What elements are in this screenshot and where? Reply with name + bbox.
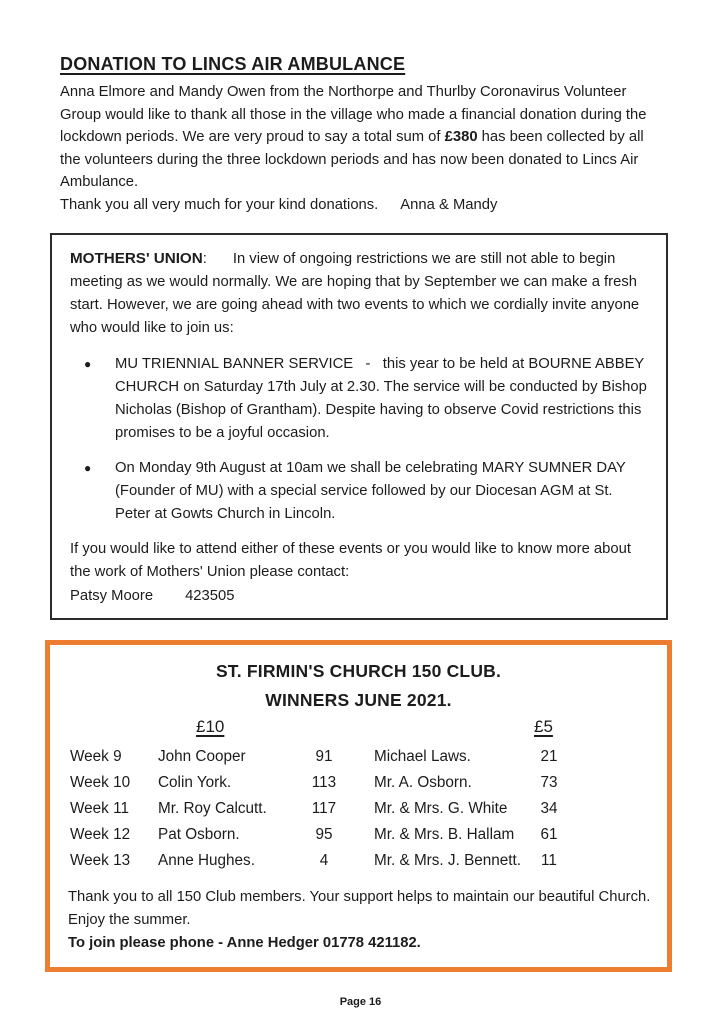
club-title-line2: WINNERS JUNE 2021. [265, 690, 452, 710]
contact-name: Patsy Moore [70, 588, 154, 604]
cell-number-five: 21 [540, 748, 558, 765]
mothers-union-box [50, 233, 668, 620]
cell-number-ten: 113 [311, 774, 337, 791]
mothers-union-contact [70, 585, 650, 608]
table-row [66, 796, 651, 822]
donation-body-start: Anna Elmore and Mandy Owen from the Northorpe and Thurlby Coronavirus Volunteer Group would like to thank all those in the village who made a financial donation during the lockdown periods. We are very proud to say a total sum of [60, 84, 651, 145]
bullet-icon: ● [84, 461, 92, 475]
table-row [66, 744, 651, 770]
event-mary-sumner-day: On Monday 9th August at 10am we shall be celebrating MARY SUMNER DAY (Founder of MU) with a special service followed by our Diocesan AGM at St. Peter at Gowts Church in Lincoln. [115, 460, 630, 522]
winners-table [66, 744, 651, 874]
club-winners-box [45, 640, 672, 972]
event-banner-service: MU TRIENNIAL BANNER SERVICE - this year to be held at BOURNE ABBEY CHURCH on Saturday 17th July at 2.30. The service will be conducted by Bishop Nicholas (Bishop of Grantham). Despite having to observe Covid restrictions this promises to be a joyful occasion. [115, 356, 651, 441]
cell-week: Week 9 [70, 748, 122, 765]
cell-number-ten: 91 [315, 748, 333, 765]
page-footer [60, 996, 661, 1008]
cell-number-five: 34 [540, 800, 558, 817]
mothers-union-outro: If you would like to attend either of these events or you would like to know more about the work of Mothers' Union please contact: [70, 541, 631, 580]
donation-section [60, 54, 661, 216]
club-thanks-text: Thank you to all 150 Club members. Your support helps to maintain our beautiful Church. Enjoy the summer. [68, 889, 651, 928]
mothers-union-heading-colon: : [202, 251, 207, 267]
donation-body-end: has been collected by all the volunteers during the three lockdown periods and has now been donated to Lincs Air Ambulance. [60, 129, 648, 190]
cell-week: Week 13 [70, 852, 131, 869]
page-number: Page 16 [339, 996, 382, 1008]
cell-number-ten: 4 [319, 852, 329, 869]
cell-winner-ten: Anne Hughes. [158, 852, 255, 869]
cell-winner-five: Michael Laws. [374, 748, 471, 765]
column-header-five-pounds: £5 [534, 717, 553, 736]
cell-number-five: 11 [541, 852, 557, 869]
list-item [70, 457, 650, 526]
club-join-text: To join please phone - Anne Hedger 01778 421182. [68, 935, 421, 951]
table-row [66, 848, 651, 874]
donation-body [60, 81, 661, 194]
mothers-union-intro-text: In view of ongoing restrictions we are still not able to begin meeting as we would normally. We are hoping that by September we can make a fresh start. However, we are going ahead with two events to which we cordially invite anyone who would like to join us: [70, 251, 644, 336]
table-row [66, 822, 651, 848]
donation-amount: £380 [444, 129, 478, 145]
cell-winner-five: Mr. A. Osborn. [374, 774, 472, 791]
mothers-union-intro [70, 247, 650, 340]
mothers-union-heading: MOTHERS' UNION [70, 250, 203, 267]
column-header-ten-pounds: £10 [196, 717, 225, 736]
cell-winner-ten: Colin York. [158, 774, 232, 791]
donation-title: DONATION TO LINCS AIR AMBULANCE [60, 54, 406, 74]
cell-number-ten: 95 [315, 826, 333, 843]
cell-winner-ten: Mr. Roy Calcutt. [158, 800, 267, 817]
mothers-union-events-list [70, 353, 650, 526]
cell-number-ten: 117 [311, 800, 337, 817]
donation-thanks-text: Thank you all very much for your kind donations. [60, 196, 379, 213]
cell-winner-five: Mr. & Mrs. G. White [374, 800, 508, 817]
cell-winner-five: Mr. & Mrs. B. Hallam [374, 826, 515, 843]
cell-number-five: 61 [540, 826, 558, 843]
donation-signoff: Anna & Mandy [400, 196, 498, 213]
cell-week: Week 11 [70, 800, 129, 817]
cell-week: Week 10 [70, 774, 131, 791]
cell-winner-ten: John Cooper [158, 748, 246, 765]
cell-week: Week 12 [70, 826, 131, 843]
cell-winner-ten: Pat Osborn. [158, 826, 240, 843]
club-title-line1: ST. FIRMIN'S CHURCH 150 CLUB. [215, 661, 502, 681]
list-item [70, 353, 650, 445]
contact-phone: 423505 [185, 588, 235, 604]
donation-thanks-line [60, 194, 661, 217]
cell-number-five: 73 [540, 774, 558, 791]
cell-winner-five: Mr. & Mrs. J. Bennett. [374, 852, 522, 869]
table-row [66, 770, 651, 796]
bullet-icon: ● [84, 357, 92, 371]
club-column-headers [66, 715, 651, 744]
